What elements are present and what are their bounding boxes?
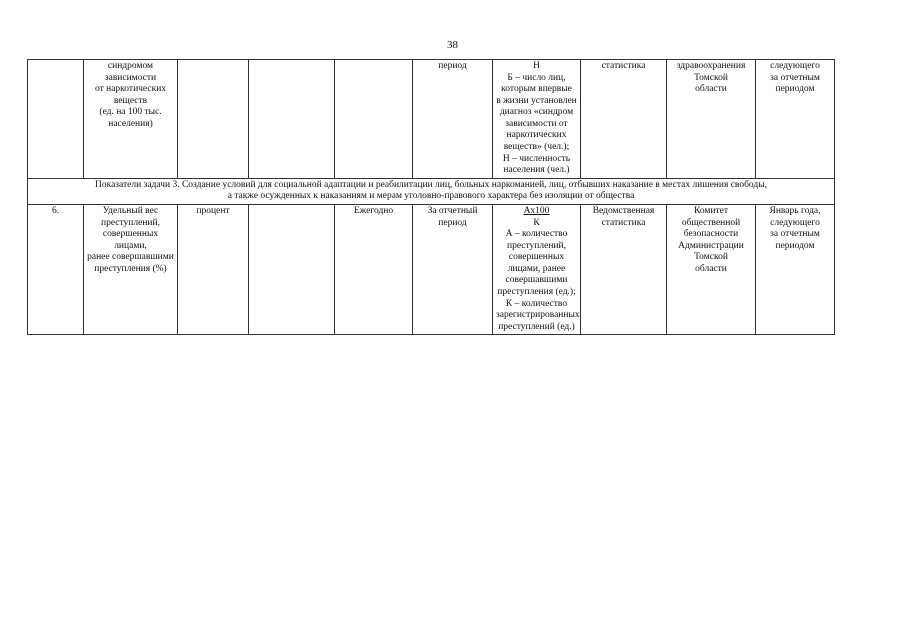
cell-period: За отчетный период — [413, 204, 493, 334]
cell-frequency — [335, 60, 413, 179]
cell-responsible: здравоохранения Томской области — [667, 60, 756, 179]
cell-period: период — [413, 60, 493, 179]
cell-source: Ведомственная статистика — [581, 204, 667, 334]
cell-indicator: Удельный вес преступлений, совершенных лицами, ранее совершавшими преступления (%) — [84, 204, 178, 334]
table-row — [28, 204, 835, 334]
cell-number — [28, 60, 84, 179]
cell-deadline: Январь года, следующего за отчетным периодом — [756, 204, 835, 334]
formula-denominator: К — [533, 217, 540, 228]
formula-numerator: Ах100 — [523, 205, 550, 216]
cell-col4 — [249, 204, 335, 334]
cell-formula: Ах100 К А – количество преступлений, совершенных лицами, ранее совершавшими преступления (ед.); К – количество зарегистрированных преступлений (ед.) — [493, 204, 581, 334]
cell-indicator: синдромом зависимости от наркотических веществ (ед. на 100 тыс. населения) — [84, 60, 178, 179]
cell-formula: Н Б – число лиц, которым впервые в жизни установлен диагноз «синдром зависимости от наркотических веществ» (чел.); Н – численность населения (чел.) — [493, 60, 581, 179]
cell-unit: процент — [178, 204, 249, 334]
cell-source: статистика — [581, 60, 667, 179]
cell-responsible: Комитет общественной безопасности Администрации Томской области — [667, 204, 756, 334]
table-row — [28, 60, 835, 179]
indicators-table — [27, 59, 835, 335]
page-number: 38 — [447, 39, 458, 51]
section-heading-row — [28, 178, 835, 204]
cell-col4 — [249, 60, 335, 179]
cell-unit — [178, 60, 249, 179]
cell-number: 6. — [28, 204, 84, 334]
cell-frequency: Ежегодно — [335, 204, 413, 334]
section-heading: Показатели задачи 3. Создание условий для социальной адаптации и реабилитации лиц, больных наркоманией, лиц, отбывших наказание в местах лишения свободы, а также осужденных к наказаниям и мерам уголовно-правового характера без изоляции от общества — [28, 178, 835, 204]
cell-deadline: следующего за отчетным периодом — [756, 60, 835, 179]
